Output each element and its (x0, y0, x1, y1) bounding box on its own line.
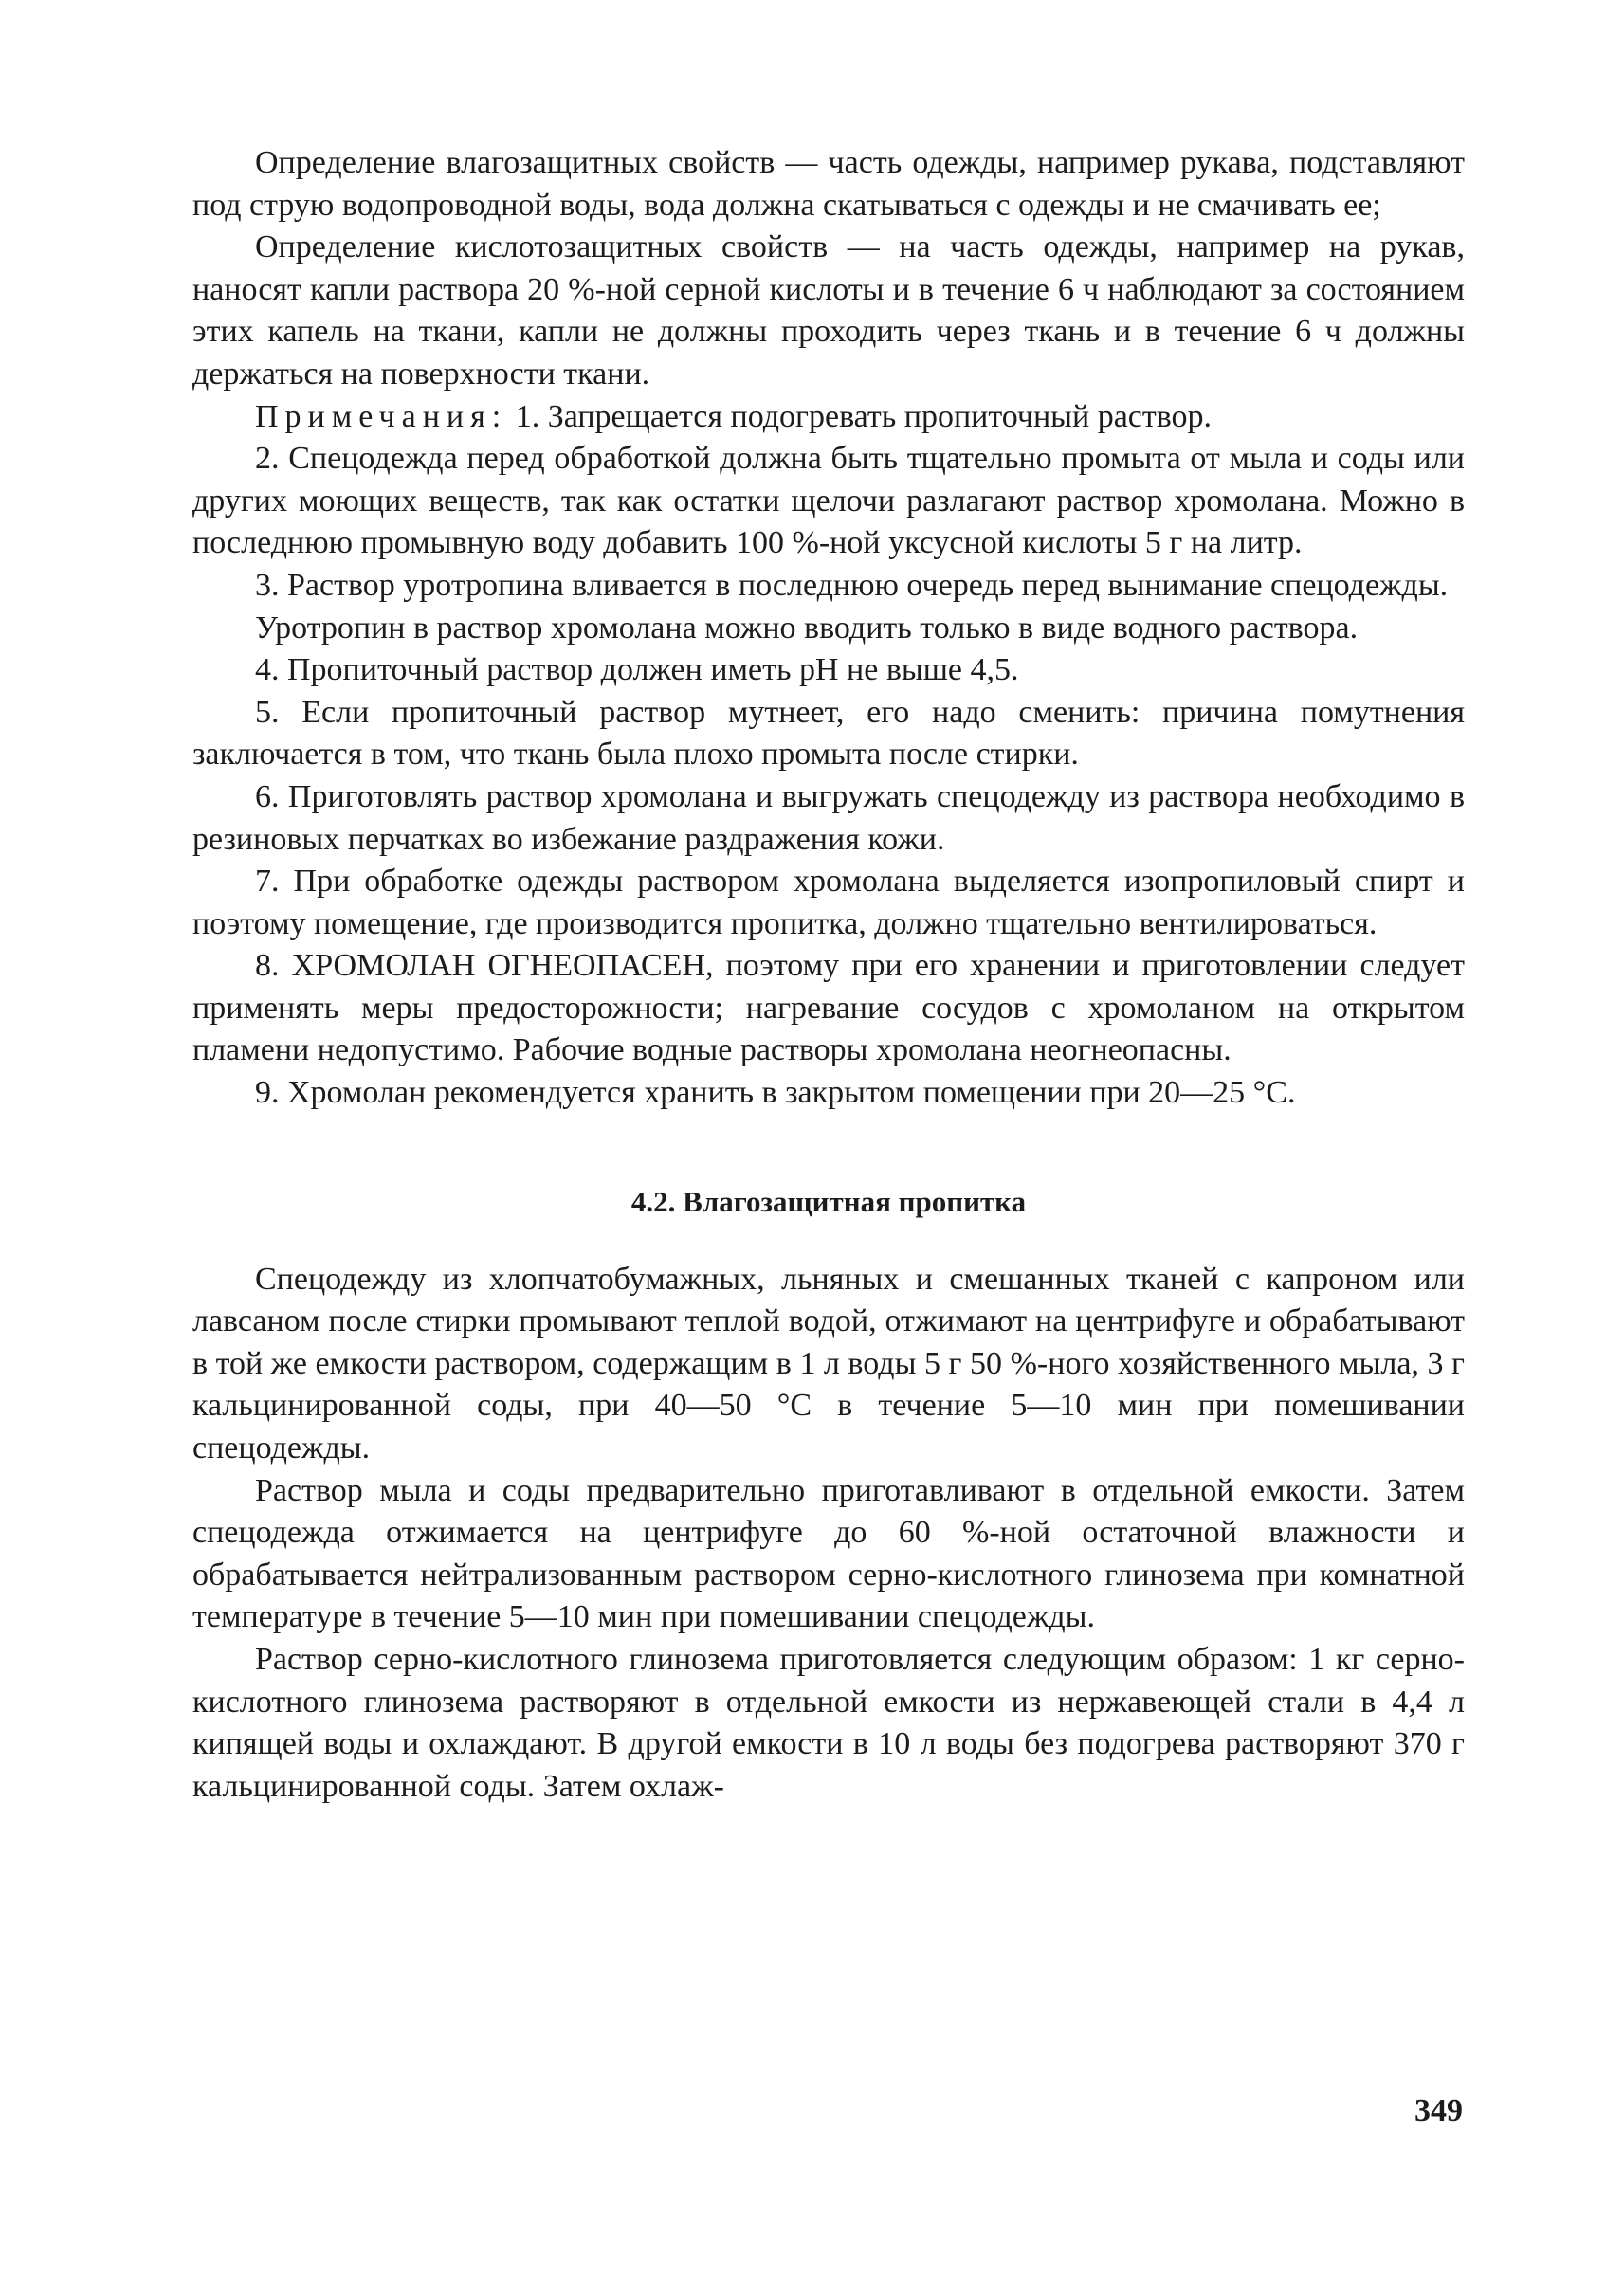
note-3-addendum: Уротропин в раствор хромолана можно вводить только в виде водного раствора. (255, 610, 1359, 646)
note-9: 9. Хромолан рекомендуется хранить в закрытом помещении при 20—25 °С. (255, 1075, 1296, 1111)
note-3: 3. Раствор уротропина вливается в последнюю очередь перед вынимание спецодежды. (255, 567, 1449, 603)
page-number: 349 (1414, 2093, 1463, 2128)
section-paragraph-3: Раствор серно-кислотного глинозема приготовляется следующим образом: 1 кг серно-кислотного глинозема растворяют в отдельной емкости из нержавеющей стали в 4,4 л кипящей воды и охлаждают. В другой емкости в 10 л воды без подогрева растворяют 370 г кальцинированной соды. Затем охлаж- (192, 1642, 1465, 1804)
note-7: 7. При обработке одежды раствором хромолана выделяется изопропиловый спирт и поэтому помещение, где производится пропитка, должно тщательно вентилироваться. (192, 864, 1465, 941)
note-1: 1. Запрещается подогревать пропиточный раствор. (515, 398, 1213, 434)
page-body (192, 142, 1465, 1808)
note-6: 6. Приготовлять раствор хромолана и выгружать спецодежду из раствора необходимо в резиновых перчатках во избежание раздражения кожи. (192, 778, 1465, 857)
section-spacer (192, 1115, 1465, 1181)
note-2: 2. Спецодежда перед обработкой должна быть тщательно промыта от мыла и соды или других моющих веществ, так как остатки щелочи разлагают раствор хромолана. Можно в последнюю промывную воду добавить 100 %-ной уксусной кислоты 5 г на литр. (192, 441, 1465, 561)
note-5: 5. Если пропиточный раствор мутнеет, его надо сменить: причина помутнения заключается в том, что ткань была плохо промыта после стирки. (192, 694, 1465, 773)
paragraph-acid-test: Определение кислотозащитных свойств — на часть одежды, например на рукав, наносят капли раствора 20 %-ной серной кислоты и в течение 6 ч наблюдают за состоянием этих капель на ткани, капли не должны проходить через ткань и в течение 6 ч должны держаться на поверхности ткани. (192, 229, 1465, 392)
notes-intro (192, 396, 1465, 439)
note-8: 8. ХРОМОЛАН ОГНЕОПАСЕН, поэтому при его хранении и приготовлении следует применять меры предосторожности; нагревание сосудов с хромоланом на открытом пламени недопустимо. Рабочие водные растворы хромолана неогнеопасны. (192, 948, 1465, 1068)
section-heading: 4.2. Влагозащитная пропитка (630, 1184, 1027, 1218)
note-4: 4. Пропиточный раствор должен иметь pH не выше 4,5. (255, 652, 1019, 688)
paragraph-moisture-test: Определение влагозащитных свойств — часть одежды, например рукава, подставляют под струю водопроводной воды, вода должна скатываться с одежды и не смачивать ее; (192, 145, 1465, 223)
section-paragraph-1: Спецодежду из хлопчатобумажных, льняных и смешанных тканей с капроном или лавсаном после стирки промывают теплой водой, отжимают на центрифуге и обрабатывают в той же емкости раствором, содержащим в 1 л воды 5 г 50 %-ного хозяйственного мыла, 3 г кальцинированной соды, при 40—50 °С в течение 5—10 мин при помешивании спецодежды. (192, 1261, 1465, 1466)
section-paragraph-2: Раствор мыла и соды предварительно приготавливают в отдельной емкости. Затем спецодежда отжимается на центрифуге до 60 %-ной остаточной влажности и обрабатывается нейтрализованным раствором серно-кислотного глинозема при комнатной температуре в течение 5—10 мин при помешивании спецодежды. (192, 1472, 1465, 1635)
notes-label: Примечания: (255, 398, 508, 434)
